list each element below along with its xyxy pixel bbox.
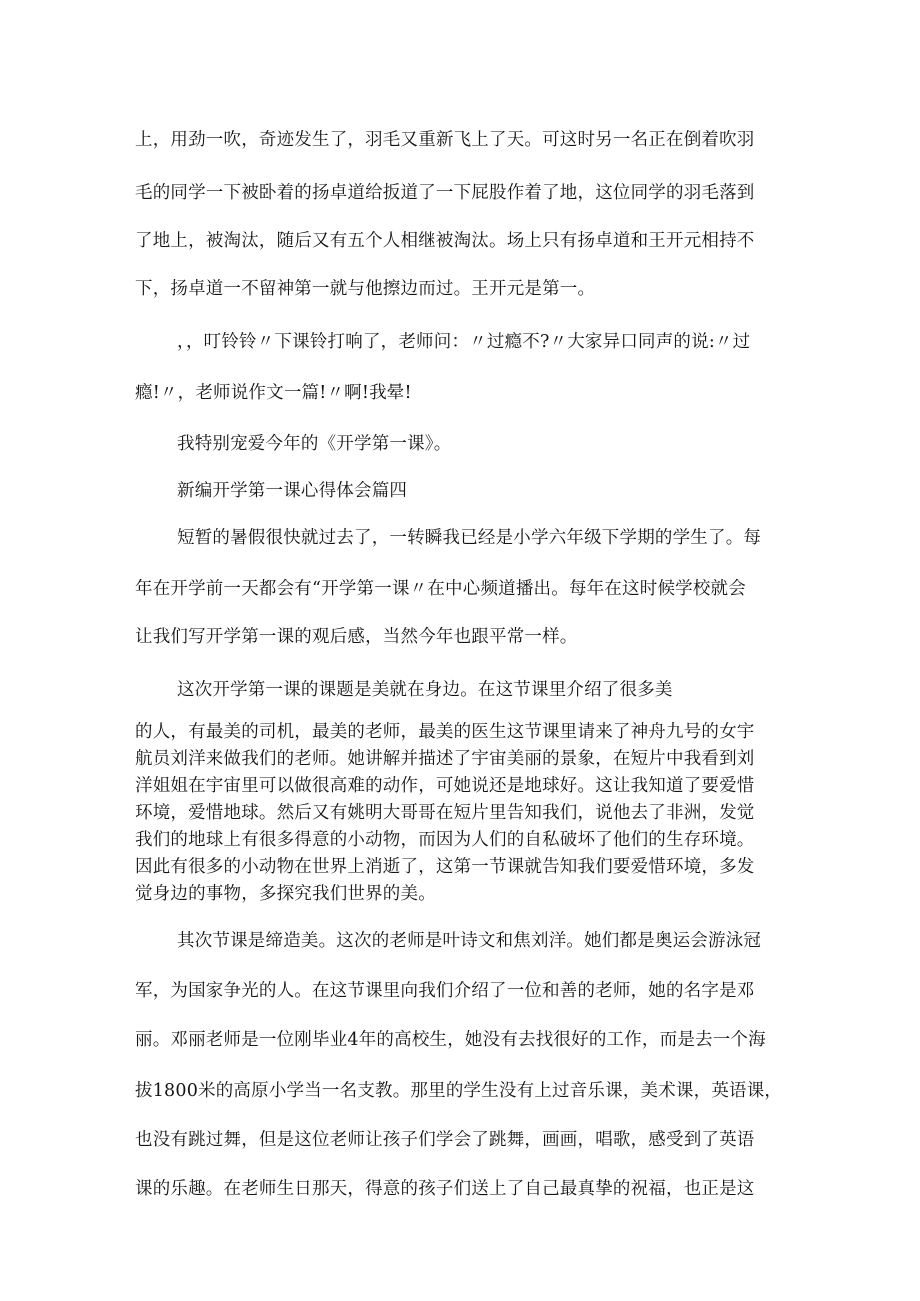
text-line: 了地上，被淘汰，随后又有五个人相继被淘汰。场上只有扬卓道和王开元相持不	[135, 231, 755, 251]
text-line: 毛的同学一下被卧着的扬卓道给扳道了一下屁股作着了地，这位同学的羽毛落到	[135, 183, 755, 203]
text-line: 短暂的暑假很快就过去了，一转瞬我已经是小学六年级下学期的学生了。每	[177, 528, 762, 548]
text-line: 丽。邓丽老师是一位刚毕业4年的高校生，她没有去找很好的工作，而是去一个海	[135, 1030, 766, 1050]
text-line: 军，为国家争光的人。在这节课里向我们介绍了一位和善的老师，她的名字是邓	[135, 981, 755, 1001]
text-line: 让我们写开学第一课的观后感，当然今年也跟平常一样。	[135, 627, 578, 647]
text-line: 课的乐趣。在老师生日那天，得意的孩子们送上了自己最真挚的祝福，也正是这	[135, 1179, 755, 1199]
text-line: 因此有很多的小动物在世界上消逝了，这第一节课就告知我们要爱惜环境，多发	[135, 857, 755, 877]
text-line: ，，叮铃铃〃下课铃打响了，老师问：〃过瘾不?〃大家异口同声的说:〃过	[177, 332, 751, 352]
text-line: 上，用劲一吹，奇迹发生了，羽毛又重新飞上了天。可这时另一名正在倒着吹羽	[135, 130, 755, 150]
text-line: 我特别宠爱今年的《开学第一课》。	[177, 434, 452, 454]
text-line: 年在开学前一天都会有“开学第一课〃在中心频道播出。每年在这时候学校就会	[135, 579, 746, 599]
section-heading: 新编开学第一课心得体会篇四	[177, 481, 408, 501]
text-line: 也没有跳过舞，但是这位老师让孩子们学会了跳舞，画画，唱歌，感受到了英语	[135, 1130, 755, 1150]
text-line: 下，扬卓道一不留神第一就与他擦边而过。王开元是第一。	[135, 279, 596, 299]
text-line: 我们的地球上有很多得意的小动物，而因为人们的自私破坏了他们的生存环境。	[135, 830, 755, 850]
text-line: 瘾!〃，老师说作文一篇!〃啊!我晕!	[135, 383, 412, 403]
text-line: 的人，有最美的司机，最美的老师，最美的医生这节课里请来了神舟九号的女宇	[135, 722, 755, 742]
text-line: 其次节课是缔造美。这次的老师是叶诗文和焦刘洋。她们都是奥运会游泳冠	[177, 931, 762, 951]
text-line: 觉身边的事物，多探究我们世界的美。	[135, 884, 436, 904]
text-line: 拔1800米的高原小学当一名支教。那里的学生没有上过音乐课，美术课，英语课，	[135, 1081, 783, 1101]
text-line: 这次开学第一课的课题是美就在身边。在这节课里介绍了很多美	[177, 680, 673, 700]
text-line: 洋姐姐在宇宙里可以做很高难的动作，可她说还是地球好。这让我知道了要爱惜	[135, 776, 755, 796]
text-line: 环境，爱惜地球。然后又有姚明大哥哥在短片里告知我们，说他去了非洲，发觉	[135, 803, 755, 823]
text-line: 航员刘洋来做我们的老师。她讲解并描述了宇宙美丽的景象，在短片中我看到刘	[135, 749, 755, 769]
